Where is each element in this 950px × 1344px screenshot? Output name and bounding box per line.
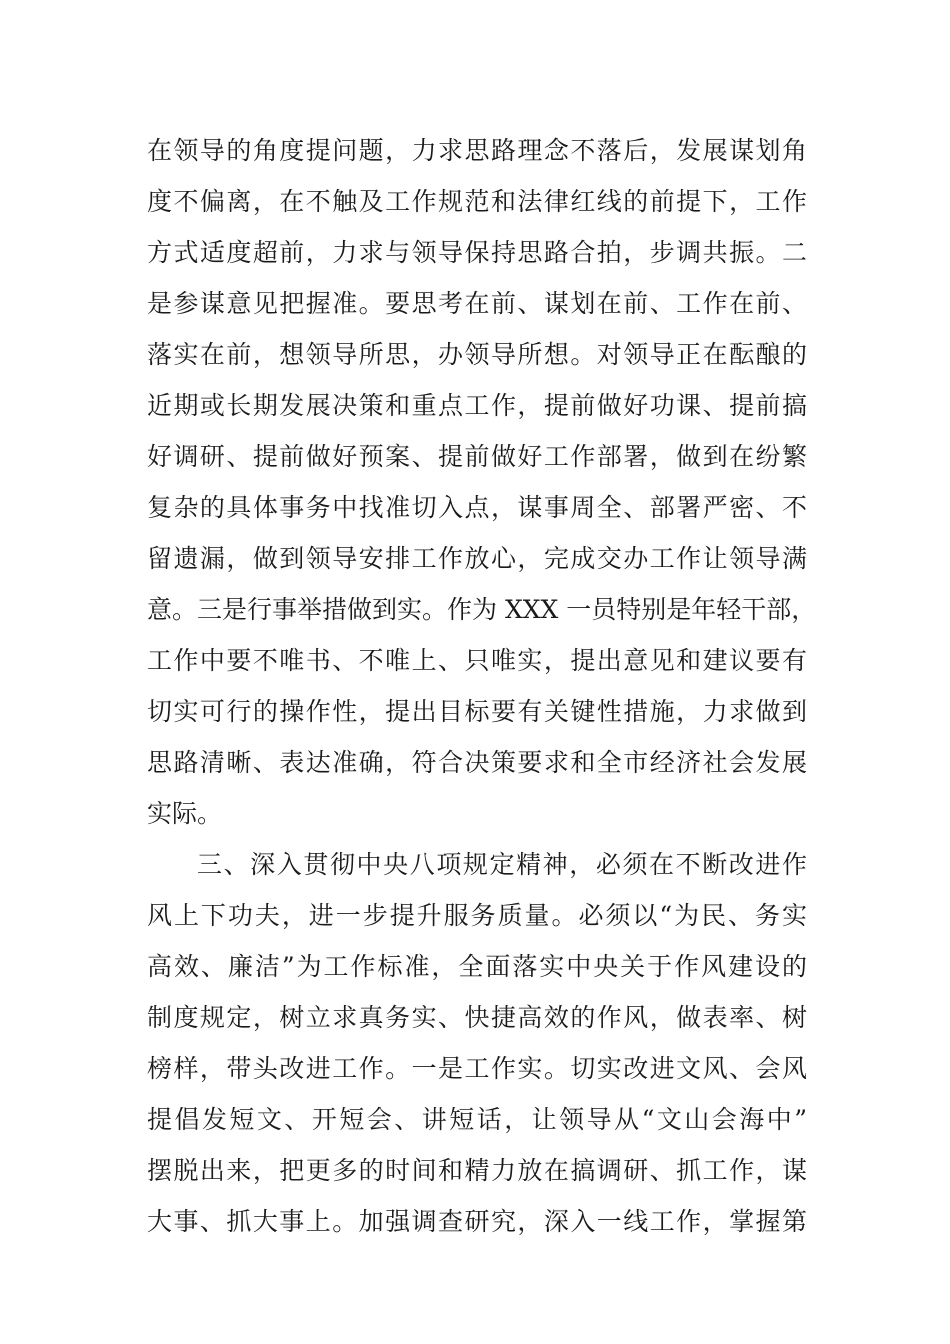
text-line: 切实可行的操作性，提出目标要有关键性措施，力求做到 [147, 697, 807, 726]
document-body [147, 125, 817, 1247]
text-line: 在领导的角度提问题，力求思路理念不落后，发展谋划角 [147, 136, 807, 165]
text-line: 近期或长期发展决策和重点工作，提前做好功课、提前搞 [147, 391, 807, 420]
text-line: 是参谋意见把握准。要思考在前、谋划在前、工作在前、 [147, 289, 807, 318]
text-line: 制度规定，树立求真务实、快捷高效的作风，做表率、树 [147, 1003, 807, 1032]
text-line: 工作中要不唯书、不唯上、只唯实，提出意见和建议要有 [147, 646, 807, 675]
text-line: 落实在前，想领导所思，办领导所想。对领导正在酝酿的 [147, 340, 807, 369]
text-line: 榜样，带头改进工作。一是工作实。切实改进文风、会风 [147, 1054, 807, 1083]
text-line: 实际。 [147, 799, 223, 828]
text-line: 三、深入贯彻中央八项规定精神，必须在不断改进作 [197, 850, 807, 879]
text-line: 留遗漏，做到领导安排工作放心，完成交办工作让领导满 [147, 544, 807, 573]
text-line: 高效、廉洁”为工作标准，全面落实中央关于作风建设的 [147, 952, 807, 981]
text-line: 思路清晰、表达准确，符合决策要求和全市经济社会发展 [147, 748, 807, 777]
paragraph-2 [147, 839, 807, 1247]
text-line: 度不偏离，在不触及工作规范和法律红线的前提下，工作 [147, 187, 807, 216]
text-line: 好调研、提前做好预案、提前做好工作部署，做到在纷繁 [147, 442, 807, 471]
paragraph-1 [147, 125, 817, 839]
text-line: 复杂的具体事务中找准切入点，谋事周全、部署严密、不 [147, 493, 807, 522]
text-line: 提倡发短文、开短会、讲短话，让领导从“文山会海中” [147, 1105, 807, 1134]
text-line: 摆脱出来，把更多的时间和精力放在搞调研、抓工作，谋 [147, 1156, 807, 1185]
text-line: 方式适度超前，力求与领导保持思路合拍，步调共振。二 [147, 238, 807, 267]
text-line: 意。三是行事举措做到实。作为 XXX 一员特别是年轻干部， [147, 595, 817, 624]
text-line: 大事、抓大事上。加强调查研究，深入一线工作，掌握第 [147, 1207, 807, 1236]
text-line: 风上下功夫，进一步提升服务质量。必须以“为民、务实 [147, 901, 807, 930]
